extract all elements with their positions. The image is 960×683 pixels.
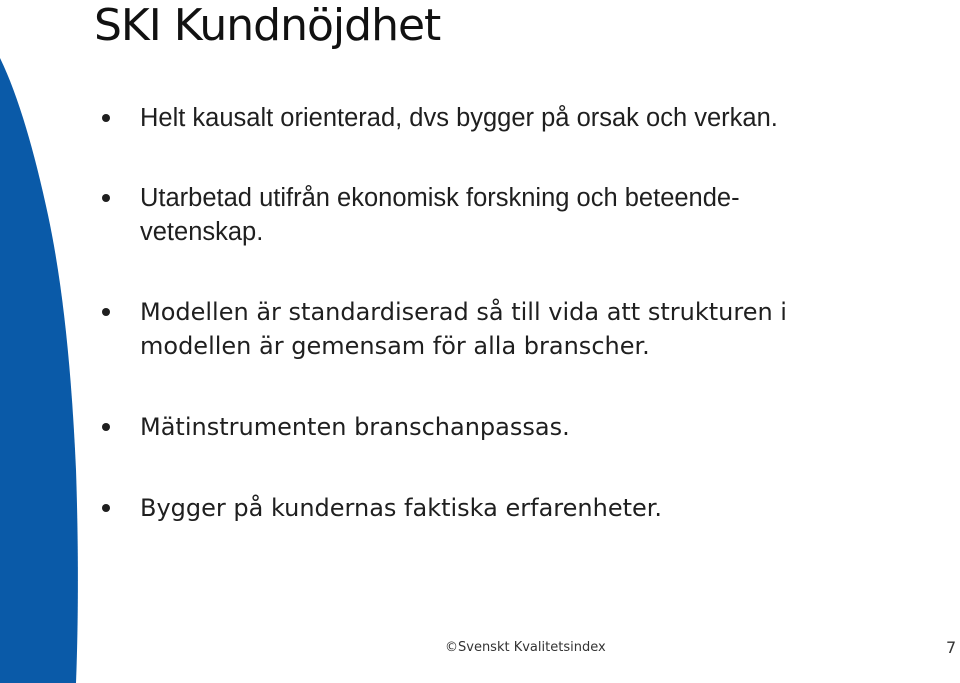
bullet-item-4 <box>140 410 570 444</box>
page-number: 7 <box>946 638 957 657</box>
bullet-text-line: Bygger på kundernas faktiska erfarenheter. <box>140 494 663 522</box>
bullet-text-line: vetenskap. <box>140 218 264 246</box>
bullet-text-line: Utarbetad utifrån ekonomisk forskning och beteende- <box>140 184 740 212</box>
bullet-dot-icon <box>102 308 110 316</box>
bullet-item-2 <box>140 181 740 249</box>
bullet-dot-icon <box>102 504 110 512</box>
bullet-item-1 <box>140 101 778 135</box>
footer-copyright: ©Svenskt Kvalitetsindex <box>445 640 606 655</box>
bullet-text-line: Modellen är standardiserad så till vida att strukturen i <box>140 298 787 326</box>
slide-title: SKI Kundnöjdhet <box>94 0 441 51</box>
bullet-item-3 <box>140 295 787 363</box>
bullet-dot-icon <box>102 114 110 122</box>
bullet-dot-icon <box>102 194 110 202</box>
bullet-item-5 <box>140 491 662 525</box>
bullet-text-line: modellen är gemensam för alla branscher. <box>140 332 650 360</box>
bullet-dot-icon <box>102 423 110 431</box>
bullet-text-line: Mätinstrumenten branschanpassas. <box>140 413 570 441</box>
bullet-text-line: Helt kausalt orienterad, dvs bygger på orsak och verkan. <box>140 104 778 132</box>
